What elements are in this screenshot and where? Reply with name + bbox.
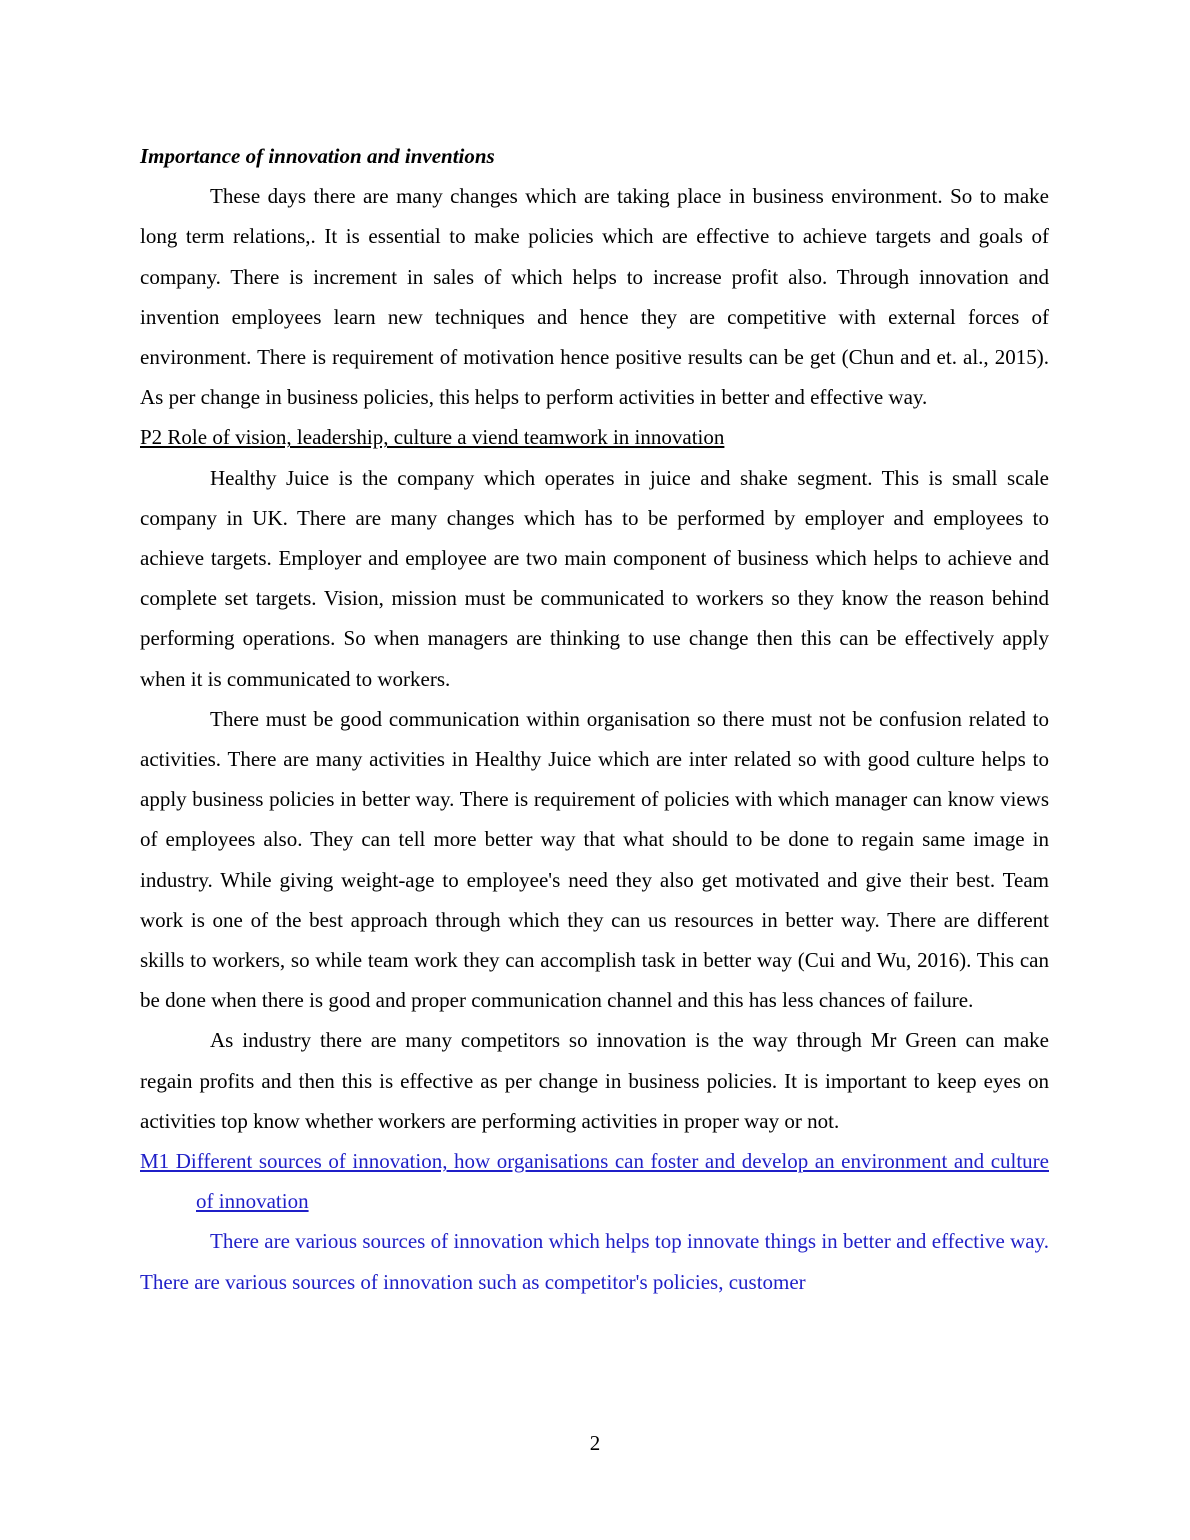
section-heading-importance: Importance of innovation and inventions bbox=[140, 144, 495, 168]
paragraph-healthy-juice: Healthy Juice is the company which operates in juice and shake segment. This is small scale company in UK. There are many changes which has to be performed by employer and employees to achieve targets. Employer and employee are two main component of business which helps to achieve and complete set targets. Vision, mission must be communicated to workers so they know the reason behind performing operations. So when managers are thinking to use change then this can be effectively apply when it is communicated to workers. bbox=[140, 465, 1049, 691]
page-number: 2 bbox=[589, 1431, 601, 1455]
paragraph-competitors: As industry there are many competitors so innovation is the way through Mr Green can make regain profits and then this is effective as per change in business policies. It is important to keep eyes on activities top know whether workers are performing activities in proper way or not. bbox=[140, 1028, 1049, 1133]
section-heading-p2: P2 Role of vision, leadership, culture a viend teamwork in innovation bbox=[140, 425, 725, 450]
paragraph-communication: There must be good communication within organisation so there must not be confusion related to activities. There are many activities in Healthy Juice which are inter related so with good culture helps to apply business policies in better way. There is requirement of policies with which manager can know views of employees also. They can tell more better way that what should to be done to regain same image in industry. While giving weight-age to employee's need they also get motivated and give their best. Team work is one of the best approach through which they can us resources in better way. There are different skills to workers, so while team work they can accomplish task in better way (Cui and Wu, 2016). This can be done when there is good and proper communication channel and this has less chances of failure. bbox=[140, 706, 1049, 1013]
document-body bbox=[140, 136, 1049, 1302]
section-heading-m1: M1 Different sources of innovation, how organisations can foster and develop an environment and culture of innovation bbox=[140, 1149, 1049, 1214]
paragraph-importance: These days there are many changes which are taking place in business environment. So to make long term relations,. It is essential to make policies which are effective to achieve targets and goals of company. There is increment in sales of which helps to increase profit also. Through innovation and invention employees learn new techniques and hence they are competitive with external forces of environment. There is requirement of motivation hence positive results can be get (Chun and et. al., 2015). As per change in business policies, this helps to perform activities in better and effective way. bbox=[140, 184, 1049, 410]
paragraph-sources: There are various sources of innovation which helps top innovate things in better and effective way. There are various sources of innovation such as competitor's policies, customer bbox=[140, 1229, 1049, 1294]
